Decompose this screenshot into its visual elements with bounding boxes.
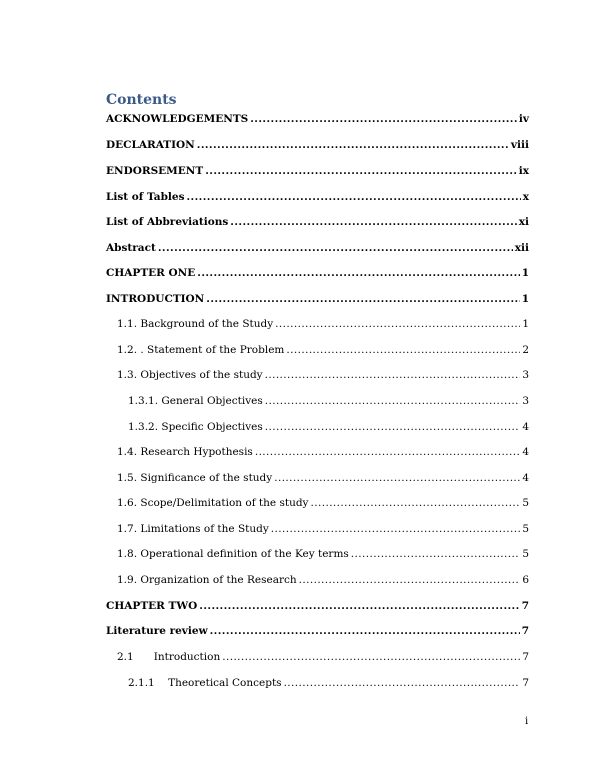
toc-entry-page: xi bbox=[518, 216, 529, 228]
toc-entry-page: x bbox=[522, 191, 529, 203]
toc-entry-1-8[interactable] bbox=[117, 546, 529, 562]
page-number: i bbox=[525, 716, 529, 727]
toc-leader bbox=[286, 342, 520, 358]
toc-entry-page: 3 bbox=[522, 395, 529, 407]
toc-leader bbox=[222, 649, 520, 665]
toc-entry-label: 1.5. Significance of the study bbox=[117, 472, 273, 484]
toc-entry-page: 5 bbox=[522, 523, 529, 535]
toc-entry-label: 1.2. . Statement of the Problem bbox=[117, 344, 285, 356]
toc-entry-page: xii bbox=[514, 242, 529, 254]
toc-entry-chapter-one[interactable] bbox=[106, 265, 529, 281]
toc-entry-page: iv bbox=[518, 113, 529, 125]
toc-entry-label: 1.6. Scope/Delimitation of the study bbox=[117, 497, 309, 509]
toc-entry-endorsement[interactable] bbox=[106, 163, 529, 179]
toc-entry-page: viii bbox=[510, 139, 529, 151]
toc-entry-introduction[interactable] bbox=[106, 291, 529, 307]
toc-entry-label: 2.1 Introduction bbox=[117, 651, 221, 663]
toc-entry-literature-review[interactable] bbox=[106, 623, 529, 639]
toc-entry-label: Literature review bbox=[106, 625, 208, 637]
toc-entry-page: 3 bbox=[522, 369, 529, 381]
toc-leader bbox=[271, 521, 521, 537]
toc-entry-1-4[interactable] bbox=[117, 444, 529, 460]
toc-leader bbox=[230, 214, 516, 230]
contents-heading: Contents bbox=[106, 92, 177, 108]
toc-entry-page: 1 bbox=[521, 267, 529, 279]
toc-leader bbox=[265, 419, 521, 435]
toc-entry-1-3[interactable] bbox=[117, 367, 529, 383]
toc-leader bbox=[311, 495, 521, 511]
toc-entry-label: List of Abbreviations bbox=[106, 216, 229, 228]
toc-leader bbox=[250, 111, 517, 127]
toc-entry-1-3-1[interactable] bbox=[128, 393, 529, 409]
toc-entry-label: CHAPTER TWO bbox=[106, 600, 198, 612]
toc-entry-abstract[interactable] bbox=[106, 240, 529, 256]
toc-entry-label: 1.3.1. General Objectives bbox=[128, 395, 263, 407]
toc-leader bbox=[199, 598, 519, 614]
toc-leader bbox=[265, 393, 521, 409]
toc-entry-1-3-2[interactable] bbox=[128, 419, 529, 435]
toc-entry-label: List of Tables bbox=[106, 191, 185, 203]
toc-entry-label: ENDORSEMENT bbox=[106, 165, 204, 177]
toc-entry-page: 4 bbox=[522, 446, 529, 458]
toc-leader bbox=[299, 572, 521, 588]
toc-entry-page: 2 bbox=[522, 344, 529, 356]
toc-entry-label: 1.3.2. Specific Objectives bbox=[128, 421, 263, 433]
toc-leader bbox=[255, 444, 520, 460]
toc-entry-label: DECLARATION bbox=[106, 139, 195, 151]
toc-entry-page: 1 bbox=[521, 293, 529, 305]
toc-entry-page: 7 bbox=[521, 625, 529, 637]
toc-entry-label: 2.1.1 Theoretical Concepts bbox=[128, 677, 282, 689]
toc-entry-page: 7 bbox=[521, 600, 529, 612]
toc-entry-2-1[interactable] bbox=[117, 649, 529, 665]
toc-leader bbox=[351, 546, 521, 562]
toc-entry-1-5[interactable] bbox=[117, 470, 529, 486]
toc-leader bbox=[275, 316, 520, 332]
toc-leader bbox=[158, 240, 513, 256]
toc-leader bbox=[284, 675, 521, 691]
toc-entry-page: 7 bbox=[522, 677, 529, 689]
toc-entry-page: 6 bbox=[522, 574, 529, 586]
toc-entry-1-7[interactable] bbox=[117, 521, 529, 537]
toc-entry-list-of-tables[interactable] bbox=[106, 189, 529, 205]
toc-entry-label: Abstract bbox=[106, 242, 156, 254]
toc-entry-label: INTRODUCTION bbox=[106, 293, 205, 305]
toc-entry-page: 5 bbox=[522, 497, 529, 509]
toc-entry-list-of-abbreviations[interactable] bbox=[106, 214, 529, 230]
toc-leader bbox=[274, 470, 520, 486]
toc-entry-page: 5 bbox=[522, 548, 529, 560]
toc-leader bbox=[206, 291, 519, 307]
toc-entry-label: 1.4. Research Hypothesis bbox=[117, 446, 253, 458]
toc-leader bbox=[187, 189, 521, 205]
toc-entry-label: 1.1. Background of the Study bbox=[117, 318, 274, 330]
toc-entry-page: ix bbox=[518, 165, 529, 177]
toc-entry-label: 1.3. Objectives of the study bbox=[117, 369, 263, 381]
toc-entry-acknowledgements[interactable] bbox=[106, 111, 529, 127]
toc-entry-2-1-1[interactable] bbox=[128, 675, 529, 691]
toc-entry-chapter-two[interactable] bbox=[106, 598, 529, 614]
toc-entry-label: ACKNOWLEDGEMENTS bbox=[106, 113, 249, 125]
toc-leader bbox=[197, 265, 519, 281]
toc-leader bbox=[205, 163, 517, 179]
toc-entry-1-6[interactable] bbox=[117, 495, 529, 511]
toc-entry-1-2[interactable] bbox=[117, 342, 529, 358]
toc-entry-page: 4 bbox=[522, 421, 529, 433]
toc-leader bbox=[210, 623, 520, 639]
toc-entry-declaration[interactable] bbox=[106, 137, 529, 153]
toc-entry-page: 1 bbox=[522, 318, 529, 330]
toc-entry-1-9[interactable] bbox=[117, 572, 529, 588]
toc-leader bbox=[265, 367, 521, 383]
toc-entry-page: 4 bbox=[522, 472, 529, 484]
toc-leader bbox=[197, 137, 509, 153]
toc-entry-page: 7 bbox=[522, 651, 529, 663]
toc-entry-label: 1.7. Limitations of the Study bbox=[117, 523, 269, 535]
toc-entry-label: CHAPTER ONE bbox=[106, 267, 196, 279]
toc-entry-label: 1.8. Operational definition of the Key terms bbox=[117, 548, 349, 560]
toc-entry-1-1[interactable] bbox=[117, 316, 529, 332]
toc-entry-label: 1.9. Organization of the Research bbox=[117, 574, 297, 586]
